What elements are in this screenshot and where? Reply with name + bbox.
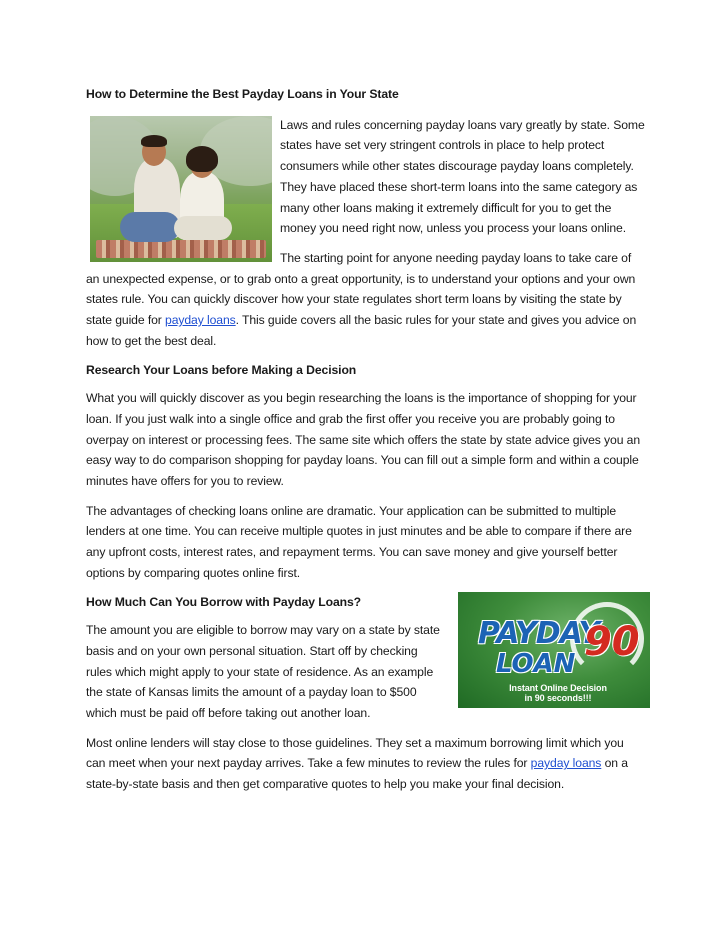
para6-text-end: on a state-by-state basis and then get comparative quotes to help you make your final decision.: [86, 756, 628, 792]
para2-text-end: . This guide covers all the basic rules for your state and gives you advice on how to get the best deal.: [86, 313, 637, 348]
couple-photo: [90, 116, 272, 262]
borrow-paragraph: The amount you are eligible to borrow may vary on a state by state basis and on your own personal situation. Start off by checking rules which might apply to your state of residence. As an example the state of Kansas limits the amount of a payday loan to $500 which must be paid off before taking out another loan.: [86, 623, 440, 720]
payday-loan-90-logo: [458, 592, 650, 708]
research-heading: Research Your Loans before Making a Decision: [86, 363, 357, 378]
logo-tagline-line2: in 90 seconds!!!: [524, 693, 592, 704]
document-page: [86, 84, 646, 804]
advantages-paragraph: The advantages of checking loans online are dramatic. Your application can be submitted to multiple lenders at one time. You can receive multiple quotes in just minutes and be able to compare if there are any upfront costs, interest rates, and repayment terms. You can save money and give yourself better options by comparing quotes online first.: [86, 503, 632, 580]
para6-text-start: Most online lenders will stay close to those guidelines. They set a maximum borrowing limit which you can meet when your next payday arrives. Take a few minutes to review the rules for: [86, 735, 624, 771]
payday-loans-link-1[interactable]: payday loans: [165, 313, 236, 328]
article-title: How to Determine the Best Payday Loans in Your State: [86, 87, 399, 101]
payday-loans-link-2[interactable]: payday loans: [530, 756, 602, 771]
logo-word-loan: LOAN: [496, 649, 576, 680]
research-paragraph: What you will quickly discover as you begin researching the loans is the importance of shopping for your loan. If you just walk into a single office and grab the first offer you receive you are probably going to overpay on interest or processing fees. The same site which offers the state by state advice gives you an easy way to do comparison shopping for payday loans. You can fill out a simple form and within a couple minutes have offers for you to review.: [86, 391, 641, 488]
starting-point-paragraph: [86, 248, 646, 352]
closing-paragraph: [86, 733, 646, 795]
logo-tagline: [488, 683, 628, 703]
para2-text-start: The starting point for anyone needing payday loans to take care of an unexpected expense, or to grab onto a great opportunity, is to understand your options and your own states rule. You can quickly discover how your state regulates short term loans by visiting the state by state guide for: [86, 250, 636, 328]
intro-paragraph: Laws and rules concerning payday loans vary greatly by state. Some states have set very stringent controls in place to help protect consumers while other states discourage payday loans completely. They have placed these short-term loans into the same category as many other loans making it extremely difficult for you to get the money you need right now, unless you process your loans online.: [280, 117, 645, 236]
logo-number: 90: [584, 619, 640, 666]
logo-word-payday: PAYDAY: [478, 616, 600, 652]
borrow-heading: How Much Can You Borrow with Payday Loans?: [86, 595, 362, 610]
logo-tagline-line1: Instant Online Decision: [509, 683, 607, 694]
